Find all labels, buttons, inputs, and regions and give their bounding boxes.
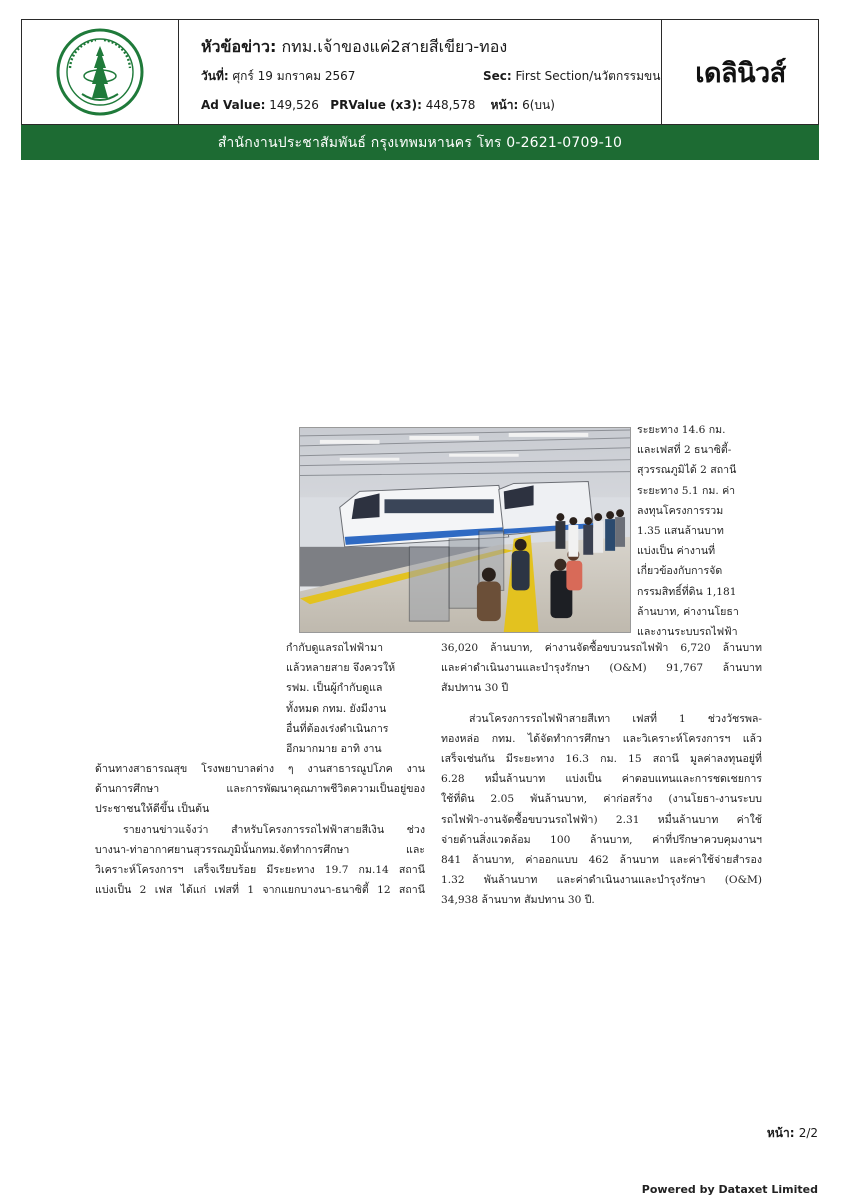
powered-by: Powered by Dataxet Limited <box>641 1183 818 1196</box>
article-line: 34,938 ล้านบาท สัมปทาน 30 ปี. <box>441 894 595 907</box>
article-line: ทองหล่อ กทม. ได้จัดทำการศึกษา และวิเคราะห์โครงการฯ แล้ว <box>441 732 762 745</box>
article-line: ใช้ที่ดิน 2.05 พันล้านบาท, ค่าก่อสร้าง (งานโยธา-งานระบบ <box>441 793 762 806</box>
article-line: และค่าดำเนินงานและบำรุงรักษา (O&M) 91,767 ล้านบาท <box>441 662 762 675</box>
date: ศุกร์ 19 มกราคม 2567 <box>232 69 356 83</box>
article-line: ล้านบาท, ค่างานโยธา <box>637 605 739 618</box>
section-field <box>483 67 673 86</box>
article-line: ประชาชนให้ดีขึ้น เป็นต้น <box>95 803 210 816</box>
article-line: จ่ายด้านสิ่งแวดล้อม 100 ล้านบาท, ค่าที่ปรึกษาควบคุมงานฯ <box>441 833 762 846</box>
article-line: สุวรรณภูมิได้ 2 สถานี <box>637 464 737 477</box>
article-line: กรรมสิทธิ์ที่ดิน 1,181 <box>637 585 737 598</box>
page-value: 6(บน) <box>522 98 555 112</box>
article-line: กำกับดูแลรถไฟฟ้ามา <box>286 642 384 654</box>
article-line: ด้านทางสาธารณสุข โรงพยาบาลต่าง ๆ งานสาธารณูปโภค งาน <box>95 763 425 775</box>
article-line: รายงานข่าวแจ้งว่า สำหรับโครงการรถไฟฟ้าสายสีเงิน ช่วง <box>123 823 425 836</box>
article-line: เกี่ยวข้องกับการจัด <box>637 565 723 578</box>
section: First Section/นวัตกรรมขน <box>515 69 661 83</box>
article-line: ระยะทาง 5.1 กม. ค่า <box>637 484 736 497</box>
headline: กทม.เจ้าของแค่2สายสีเขียว-ทอง <box>281 37 508 56</box>
article-line: ส่วนโครงการรถไฟฟ้าสายสีเทา เฟสที่ 1 ช่วงวัชรพล- <box>469 712 762 725</box>
article-line: รฟม. เป็นผู้กำกับดูแล <box>286 682 383 695</box>
date-row <box>201 67 661 86</box>
article-column-right-top <box>637 420 777 642</box>
section-label: Sec: <box>483 69 512 83</box>
value-row <box>201 96 555 115</box>
publication-cell <box>662 20 819 124</box>
logo-cell <box>22 20 179 124</box>
article-line: และเฟสที่ 2 ธนาซิตี้- <box>637 444 732 457</box>
article-line: วิเคราะห์โครงการฯ เสร็จเรียบร้อย มีระยะทาง 19.7 กม.14 สถานี <box>95 864 425 877</box>
publication-logo: เดลินิวส์ <box>695 57 786 89</box>
headline-row <box>201 35 507 60</box>
article-line: สัมปทาน 30 ปี <box>441 682 509 695</box>
article-column-left <box>95 759 425 900</box>
article-line: ทั้งหมด กทม. ยังมีงาน <box>286 702 387 715</box>
bangkok-seal-icon <box>56 28 144 116</box>
article-line: แบ่งเป็น ค่างานที่ <box>637 545 716 558</box>
article-line: อื่นที่ต้องเร่งดำเนินการ <box>286 722 389 735</box>
article-line: อีกมากมาย อาทิ งาน <box>286 743 382 756</box>
date-label: วันที่: <box>201 69 229 83</box>
article-column-left-narrow <box>286 638 426 759</box>
article-line: 36,020 ล้านบาท, ค่างานจัดซื้อขบวนรถไฟฟ้า 6,720 ล้านบาท <box>441 642 762 654</box>
article-line: บางนา-ท่าอากาศยานสุวรรณภูมินั้นกทม.จัดทำการศึกษา และ <box>95 843 425 856</box>
article-line: ระยะทาง 14.6 กม. <box>637 424 726 436</box>
page-indicator-label: หน้า: <box>766 1126 795 1140</box>
article-column-right <box>441 638 762 911</box>
article-line: 6.28 หมื่นล้านบาท แบ่งเป็น ค่าตอบแทนและการชดเชยการ <box>441 773 762 786</box>
page-label: หน้า: <box>490 98 519 112</box>
ad-value: 149,526 <box>269 98 319 112</box>
pr-value: 448,578 <box>425 98 476 112</box>
contact-banner: สำนักงานประชาสัมพันธ์ กรุงเทพมหานคร โทร 0-2621-0709-10 <box>21 125 819 160</box>
article-line: ลงทุนโครงการรวม <box>637 504 724 517</box>
article-line: และงานระบบรถไฟฟ้า <box>637 626 738 639</box>
ad-value-label: Ad Value: <box>201 98 266 112</box>
article-line: 1.32 พันล้านบาท และค่าดำเนินงานและบำรุงรักษา (O&M) <box>441 874 762 887</box>
article-line: 841 ล้านบาท, ค่าออกแบบ 462 ล้านบาท และค่าใช้จ่ายสำรอง <box>441 854 762 867</box>
headline-label: หัวข้อข่าว: <box>201 37 277 56</box>
article-line: ด้านการศึกษา และการพัฒนาคุณภาพชีวิตความเป็นอยู่ของ <box>95 783 425 796</box>
article-line: รถไฟฟ้า-งานจัดซื้อขบวนรถไฟฟ้า) 2.31 หมื่นล้านบาท ค่าใช้ <box>441 813 762 826</box>
article-line: 1.35 แสนล้านบาท <box>637 525 724 538</box>
page-indicator <box>767 1124 818 1143</box>
clipping-info <box>179 20 662 124</box>
pr-value-label: PRValue (x3): <box>330 98 422 112</box>
page-indicator-value: 2/2 <box>798 1126 818 1140</box>
clipping-header <box>21 19 819 125</box>
skytrain-station-photo <box>299 427 631 633</box>
article-line: แล้วหลายสาย จึงควรให้ <box>286 662 396 675</box>
article-line: เสร็จเช่นกัน มีระยะทาง 16.3 กม. 15 สถานี มูลค่าลงทุนอยู่ที่ <box>441 753 762 766</box>
article-line: แบ่งเป็น 2 เฟส ได้แก่ เฟสที่ 1 จากแยกบางนา-ธนาซิตี้ 12 สถานี <box>95 884 425 897</box>
